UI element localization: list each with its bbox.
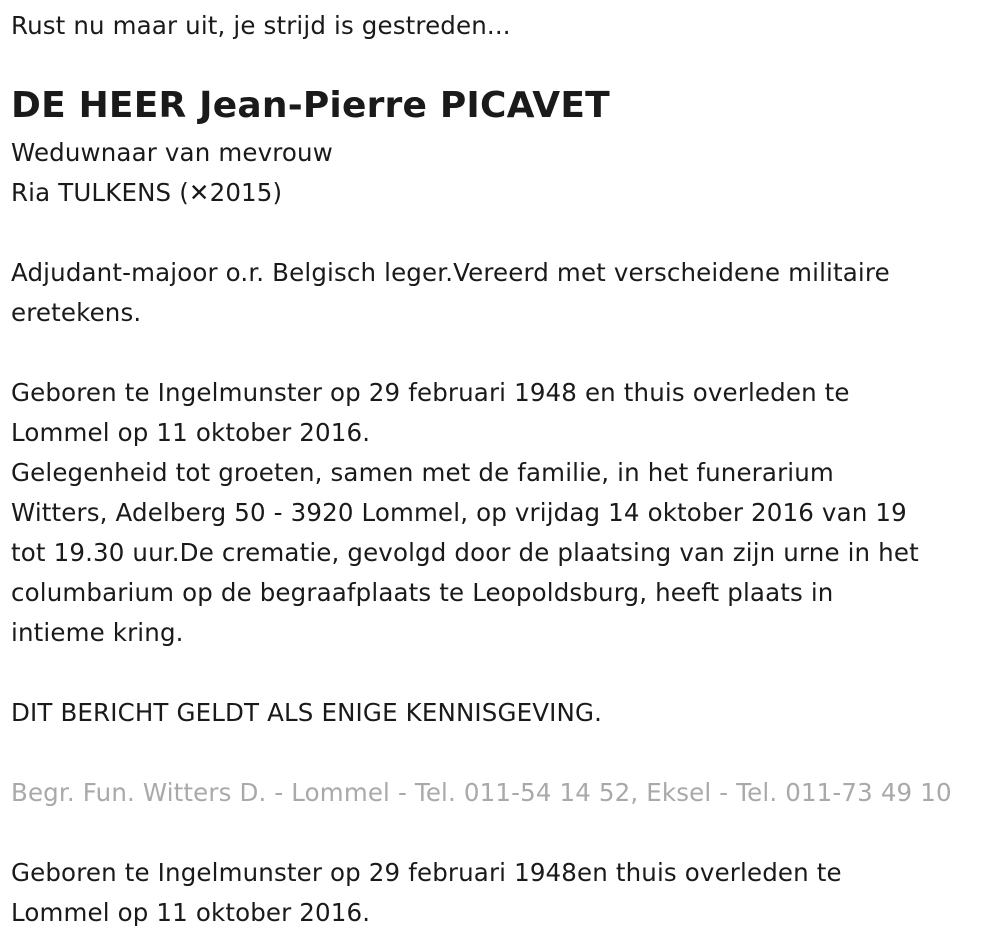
details-line-4: Witters, Adelberg 50 - 3920 Lommel, op vrijdag 14 oktober 2016 van 19 [11, 498, 907, 527]
deceased-name: DE HEER Jean-Pierre PICAVET [11, 85, 610, 126]
details-section [11, 373, 919, 653]
notice-text: DIT BERICHT GELDT ALS ENIGE KENNISGEVING. [11, 698, 603, 727]
spouse-section [11, 133, 333, 213]
details-line-3: Gelegenheid tot groeten, samen met de familie, in het funerarium [11, 458, 834, 487]
funeral-home-contact: Begr. Fun. Witters D. - Lommel - Tel. 011-54 14 52, Eksel - Tel. 011-73 49 10 [11, 778, 952, 807]
details-line-6: columbarium op de begraafplaats te Leopoldsburg, heeft plaats in [11, 578, 834, 607]
opening-line: Rust nu maar uit, je strijd is gestreden... [11, 11, 511, 40]
career-section [11, 253, 890, 333]
footer-line-2: Lommel op 11 oktober 2016. [11, 898, 371, 927]
funeral-home-section [11, 773, 952, 813]
footer-section [11, 853, 842, 933]
notice-section [11, 693, 602, 733]
details-line-2: Lommel op 11 oktober 2016. [11, 418, 371, 447]
career-line-2: eretekens. [11, 298, 142, 327]
details-line-7: intieme kring. [11, 618, 184, 647]
details-line-1: Geboren te Ingelmunster op 29 februari 1948 en thuis overleden te [11, 378, 850, 407]
spouse-line-2: Ria TULKENS (✕2015) [11, 178, 283, 207]
footer-line-1: Geboren te Ingelmunster op 29 februari 1948en thuis overleden te [11, 858, 842, 887]
details-line-5: tot 19.30 uur.De crematie, gevolgd door de plaatsing van zijn urne in het [11, 538, 919, 567]
spouse-line-1: Weduwnaar van mevrouw [11, 138, 333, 167]
career-line-1: Adjudant-majoor o.r. Belgisch leger.Vereerd met verscheidene militaire [11, 258, 890, 287]
